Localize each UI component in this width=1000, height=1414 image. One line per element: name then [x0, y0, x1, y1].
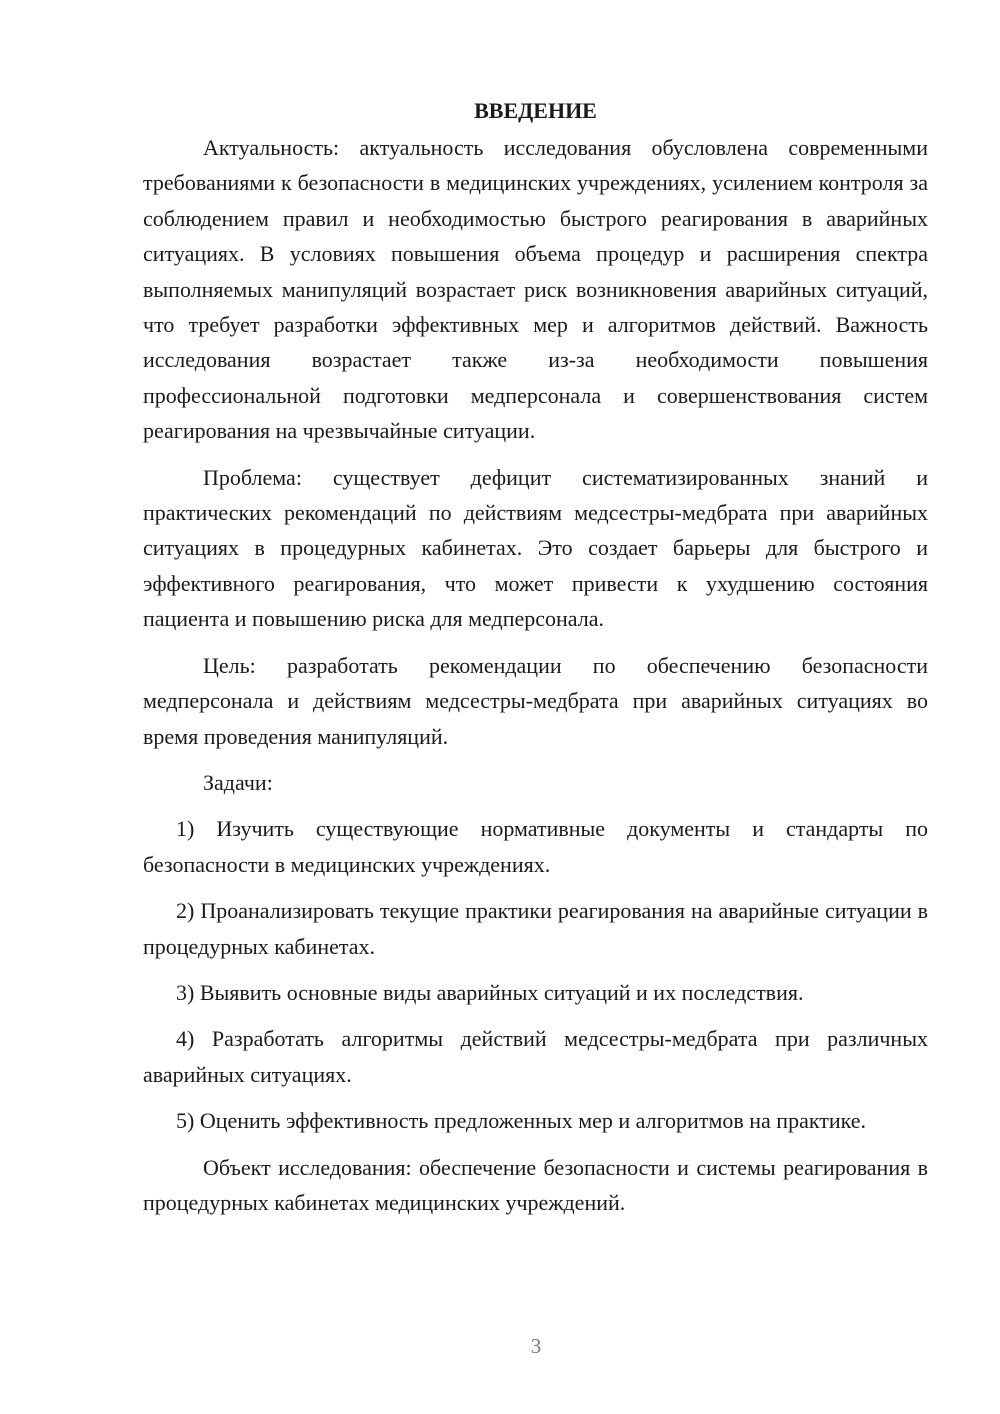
task-item-4: 4) Разработать алгоритмы действий медсестры-медбрата при различных аварийных ситуациях. — [143, 1026, 928, 1087]
task-item-5: 5) Оценить эффективность предложенных мер и алгоритмов на практике. — [176, 1108, 867, 1134]
document-title: ВВЕДЕНИЕ — [474, 98, 597, 123]
page-number: 3 — [530, 1334, 542, 1358]
paragraph-goal: Цель: разработать рекомендации по обеспечению безопасности медперсонала и действиям медсестры-медбрата при аварийных ситуациях во время проведения манипуляций. — [143, 652, 928, 749]
document-page — [143, 96, 928, 1220]
paragraph-relevance: Актуальность: актуальность исследования обусловлена современными требованиями к безопасности в медицинских учреждениях, усилением контроля за соблюдением правил и необходимостью быстрого реагирования в аварийных ситуациях. В условиях повышения объема процедур и расширения спектра выполняемых манипуляций возрастает риск возникновения аварийных ситуаций, что требует разработки эффективных мер и алгоритмов действий. Важность исследования возрастает также из-за необходимости повышения профессиональной подготовки медперсонала и совершенствования систем реагирования на чрезвычайные ситуации. — [143, 135, 928, 444]
paragraph-problem: Проблема: существует дефицит систематизированных знаний и практических рекомендаций по действиям медсестры-медбрата при аварийных ситуациях в процедурных кабинетах. Это создает барьеры для быстрого и эффективного реагирования, что может привести к ухудшению состояния пациента и повышению риска для медперсонала. — [143, 464, 928, 632]
tasks-heading: Задачи: — [203, 769, 273, 795]
task-item-2: 2) Проанализировать текущие практики реагирования на аварийные ситуации в процедурных кабинетах. — [143, 898, 928, 959]
task-item-3: 3) Выявить основные виды аварийных ситуаций и их последствия. — [176, 979, 804, 1005]
task-item-1: 1) Изучить существующие нормативные документы и стандарты по безопасности в медицинских учреждениях. — [143, 816, 928, 877]
paragraph-object: Объект исследования: обеспечение безопасности и системы реагирования в процедурных кабинетах медицинских учреждений. — [143, 1154, 928, 1215]
